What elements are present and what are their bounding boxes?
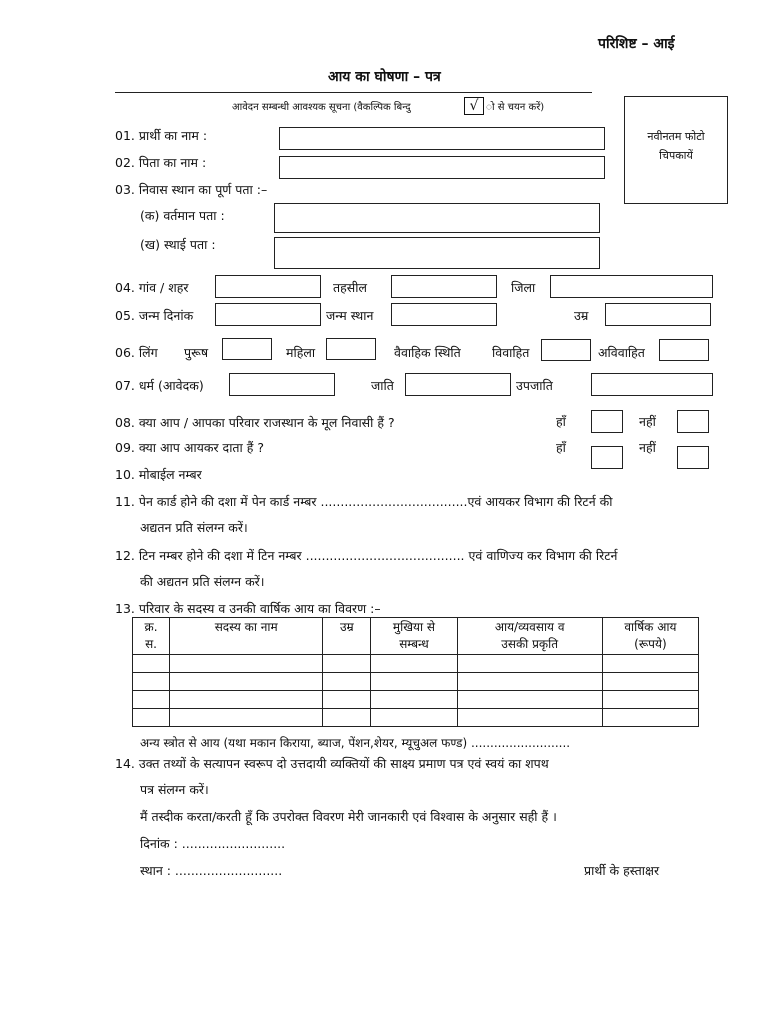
tick-symbol: √ — [464, 97, 484, 115]
father-label: 02. पिता का नाम : — [115, 155, 207, 170]
subcaste-input[interactable] — [591, 373, 713, 396]
table-row[interactable] — [133, 673, 699, 691]
dob-label: 05. जन्म दिनांक — [115, 308, 194, 323]
q8-no-checkbox[interactable] — [677, 410, 709, 433]
q8-yes-checkbox[interactable] — [591, 410, 623, 433]
photo-label-2: चिपकायें — [659, 149, 693, 162]
signature-label: प्रार्थी के हस्ताक्षर — [584, 863, 660, 878]
family-label: 13. परिवार के सदस्य व उनकी वार्षिक आय का विवरण :– — [115, 601, 381, 616]
declaration-line-1: 14. उक्त तथ्यों के सत्यापन स्वरूप दो उत्तदायी व्यक्तियों की साक्ष्य प्रमाण पत्र एवं स्वयं का शपथ — [115, 756, 549, 771]
header-age: उम्र — [323, 618, 371, 655]
instruction-prefix: आवेदन सम्बन्धी आवश्यक सूचना (वैकल्पिक बिन्दु — [232, 102, 411, 113]
female-label: महिला — [286, 345, 316, 360]
q9-no-checkbox[interactable] — [677, 446, 709, 469]
photo-label-1: नवीनतम फोटो — [647, 130, 705, 143]
married-checkbox[interactable] — [541, 339, 591, 361]
male-label: पुरूष — [184, 345, 209, 360]
marital-label: वैवाहिक स्थिति — [394, 345, 461, 360]
pan-line-2: अद्यतन प्रति संलग्न करें। — [140, 520, 248, 535]
permanent-address-input[interactable] — [274, 237, 600, 269]
unmarried-label: अविवाहित — [598, 345, 645, 360]
permanent-address-label: (ख) स्थाई पता : — [140, 237, 216, 252]
village-label: 04. गांव / शहर — [115, 280, 189, 295]
dob-input[interactable] — [215, 303, 321, 326]
instruction-note — [232, 99, 411, 113]
female-checkbox[interactable] — [326, 338, 376, 360]
table-row[interactable] — [133, 655, 699, 673]
pan-line-1: 11. पेन कार्ड होने की दशा में पेन कार्ड नम्बर .....................................एवं आयकर विभाग की रिटर्न की — [115, 494, 613, 509]
place-field: स्थान : ........................... — [140, 863, 283, 878]
address-label: 03. निवास स्थान का पूर्ण पता :– — [115, 182, 268, 197]
name-label: 01. प्रार्थी का नाम : — [115, 128, 208, 143]
birthplace-label: जन्म स्थान — [326, 308, 374, 323]
male-checkbox[interactable] — [222, 338, 272, 360]
header-serial: क्र. स. — [133, 618, 170, 655]
birthplace-input[interactable] — [391, 303, 497, 326]
header-member-name: सदस्य का नाम — [170, 618, 323, 655]
declaration-line-2: पत्र संलग्न करें। — [140, 782, 209, 797]
q8-no-label: नहीं — [639, 414, 656, 429]
form-title: आय का घोषणा – पत्र — [328, 69, 441, 85]
village-input[interactable] — [215, 275, 321, 298]
appendix-label: परिशिष्ट – आई — [598, 36, 675, 52]
date-field: दिनांक : .......................... — [140, 836, 286, 851]
gender-label: 06. लिंग — [115, 345, 158, 360]
tehsil-input[interactable] — [391, 275, 497, 298]
religion-input[interactable] — [229, 373, 335, 396]
subcaste-label: उपजाति — [516, 378, 553, 393]
table-row[interactable] — [133, 691, 699, 709]
religion-label: 07. धर्म (आवेदक) — [115, 378, 204, 393]
other-income-line: अन्य स्त्रोत से आय (यथा मकान किराया, ब्याज, पेंशन,शेयर, म्यूचुअल फण्ड) .......................... — [140, 736, 571, 750]
header-annual-income: वार्षिक आय (रूपये) — [602, 618, 698, 655]
q9-yes-checkbox[interactable] — [591, 446, 623, 469]
father-input[interactable] — [279, 156, 605, 179]
table-row[interactable] — [133, 709, 699, 727]
district-label: जिला — [511, 280, 536, 295]
table-header-row — [133, 618, 699, 655]
q8-label: 08. क्या आप / आपका परिवार राजस्थान के मूल निवासी हैं ? — [115, 415, 395, 430]
q8-yes-label: हाँ — [556, 414, 566, 429]
current-address-input[interactable] — [274, 203, 600, 233]
age-label: उम्र — [574, 308, 589, 323]
family-income-table — [132, 617, 699, 727]
unmarried-checkbox[interactable] — [659, 339, 709, 361]
tin-line-1: 12. टिन नम्बर होने की दशा में टिन नम्बर ........................................ एवं वाणिज्य कर विभाग की रिटर्न — [115, 548, 618, 563]
header-relation: मुखिया से सम्बन्ध — [371, 618, 457, 655]
current-address-label: (क) वर्तमान पता : — [140, 208, 225, 223]
caste-label: जाति — [371, 378, 394, 393]
tehsil-label: तहसील — [333, 280, 367, 295]
q9-no-label: नहीं — [639, 440, 656, 455]
q9-yes-label: हाँ — [556, 440, 566, 455]
age-input[interactable] — [605, 303, 711, 326]
photo-box[interactable] — [624, 96, 728, 204]
tin-line-2: की अद्यतन प्रति संलग्न करें। — [140, 574, 265, 589]
q9-label: 09. क्या आप आयकर दाता हैं ? — [115, 440, 265, 455]
declaration-line-3: मैं तस्दीक करता/करती हूँ कि उपरोक्त विवरण मेरी जानकारी एवं विश्वास के अनुसार सही हैं । — [140, 809, 557, 824]
name-input[interactable] — [279, 127, 605, 150]
caste-input[interactable] — [405, 373, 511, 396]
header-occupation: आय/व्यवसाय व उसकी प्रकृति — [457, 618, 602, 655]
title-rule — [115, 92, 592, 93]
married-label: विवाहित — [492, 345, 530, 360]
district-input[interactable] — [550, 275, 713, 298]
instruction-suffix: ो से चयन करें) — [486, 102, 545, 113]
mobile-label: 10. मोबाईल नम्बर — [115, 467, 202, 482]
